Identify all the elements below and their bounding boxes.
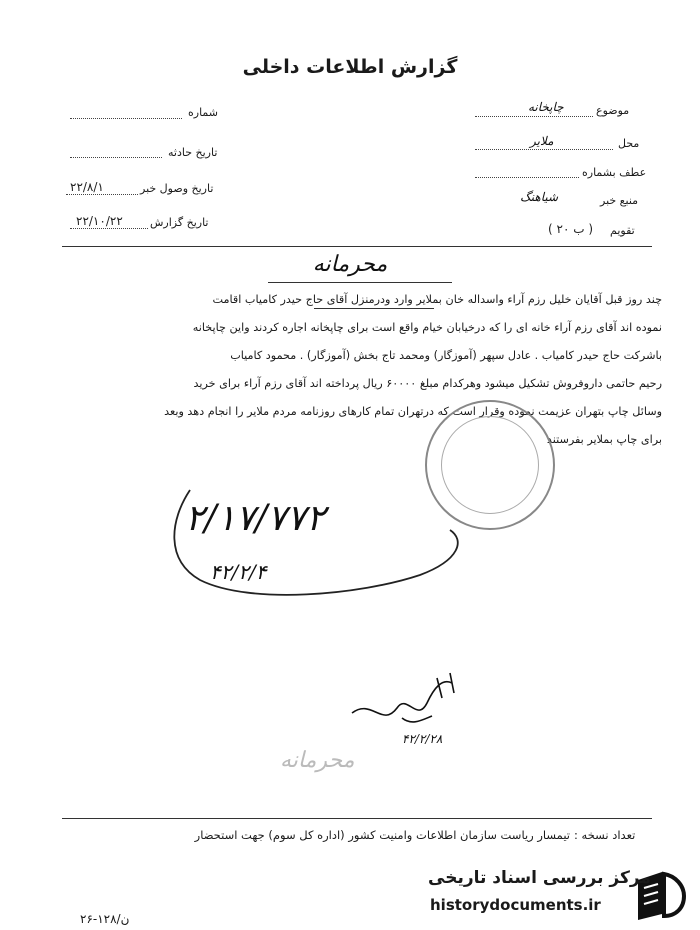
watermark-name: مرکز بررسی اسناد تاریخی [428, 868, 651, 888]
report-date-label: تاریخ گزارش [150, 216, 209, 229]
subject-value: چاپخانه [528, 100, 564, 114]
source-value: شیاهنگ [520, 190, 559, 204]
place-value: ملایر [530, 134, 554, 148]
date-note: ۴۲/۲/۴ [210, 560, 267, 584]
ref-label: عطف بشماره [582, 166, 647, 179]
place-line [475, 149, 613, 150]
number-line [70, 118, 182, 119]
report-date-value: ۲۲/۱۰/۲۲ [76, 214, 123, 228]
incident-date-line [70, 157, 162, 158]
file-number: ۲/۱۷/۷۷۲ [185, 498, 326, 539]
name-underline [314, 308, 434, 309]
subject-label: موضوع [596, 104, 630, 117]
copies-label: تعداد نسخه : [574, 828, 636, 842]
source-label: منبع خبر [600, 194, 639, 207]
assessment-label: تقویم [610, 224, 635, 237]
assessment-value: ( ب ۲۰ ) [548, 222, 593, 236]
body-line-6: برای چاپ بملایر بفرستند [546, 433, 662, 446]
receipt-date-line [66, 194, 138, 195]
report-title: گزارش اطلاعات داخلی [242, 56, 458, 78]
body-line-2: نموده اند آقای رزم آراء خانه ای را که درخیابان خیام واقع است برای چاپخانه اجاره کردند واین چاپخانه [192, 321, 662, 334]
classification-underline [268, 282, 452, 283]
watermark-url: historydocuments.ir [430, 896, 601, 914]
ref-line [475, 177, 579, 178]
body-line-1: چند روز قبل آقایان خلیل رزم آراء واسداله خان بملایر وارد ودرمنزل آقای حاج حیدر کامیاب اقامت [212, 293, 662, 306]
place-label: محل [618, 137, 640, 150]
body-line-5: وسائل چاپ بتهران عزیمت نموده وقرار است که درتهران تمام کارهای روزنامه مردم ملایر را انجام دهد وبعد [164, 405, 662, 418]
receipt-date-label: تاریخ وصول خبر [140, 182, 214, 195]
subject-line [475, 116, 593, 117]
form-code: ۲۶-۱۲۸/ن [80, 912, 130, 926]
incident-date-label: تاریخ حادثه [168, 146, 218, 159]
receipt-date-value: ۲۲/۸/۱ [70, 180, 104, 194]
body-line-3: باشرکت حاج حیدر کامیاب . عادل سپهر (آموزگار) ومحمد تاج بخش (آموزگار) . محمود کامیاب [230, 349, 662, 362]
footer-divider [62, 818, 652, 819]
classification-mark: محرمانه [312, 252, 388, 277]
signature-date: ۴۲/۲/۲۸ [402, 732, 443, 746]
report-date-line [70, 228, 148, 229]
header-divider [62, 246, 652, 247]
body-line-4: رحیم حاتمی داروفروش تشکیل میشود وهرکدام مبلغ ۶۰۰۰۰ ریال پرداخته اند آقای رزم آراء برای خرید [193, 377, 662, 390]
number-label: شماره [188, 106, 219, 119]
faint-classification: محرمانه [280, 748, 355, 773]
copies-text: تیمسار ریاست سازمان اطلاعات وامنیت کشور (اداره کل سوم) جهت استحضار [194, 828, 570, 842]
